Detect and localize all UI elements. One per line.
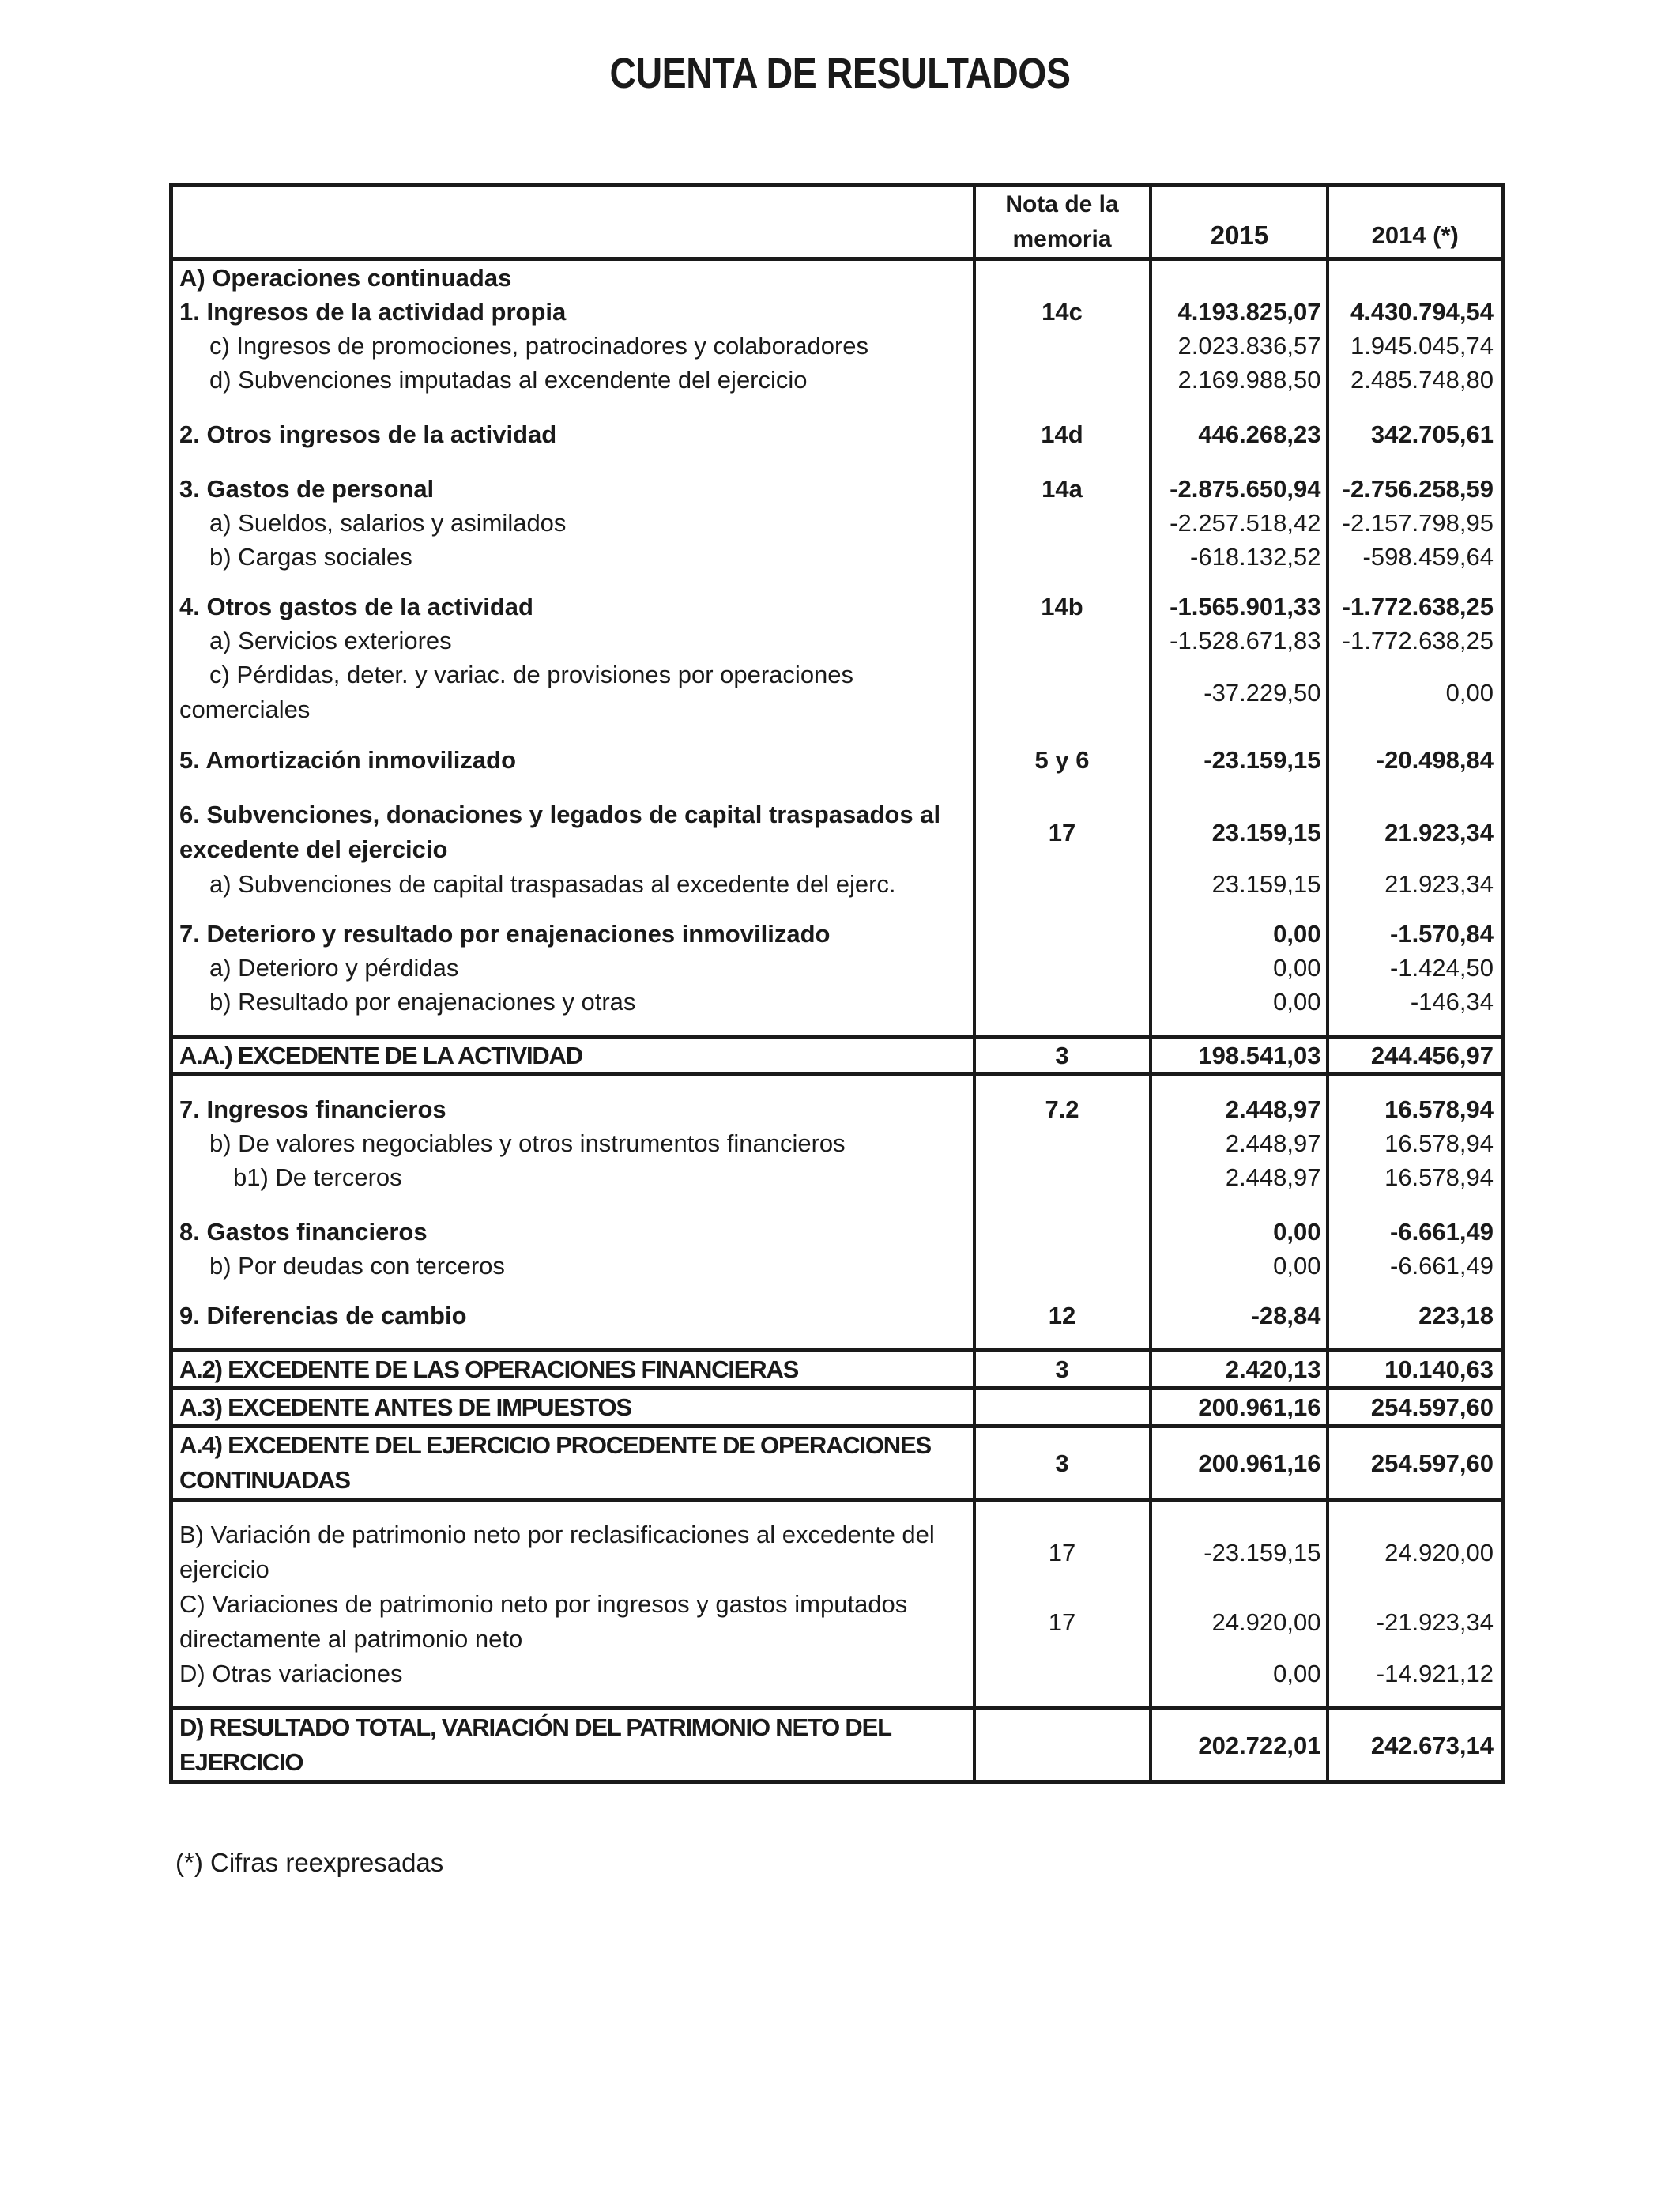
row-nota xyxy=(974,985,1151,1019)
row-value-2014: -6.661,49 xyxy=(1390,1218,1494,1246)
row-value-2015: 23.159,15 xyxy=(1151,797,1328,867)
row-value-2015: 198.541,03 xyxy=(1151,1037,1328,1075)
row-value-2014: 242.673,14 xyxy=(1328,1709,1504,1782)
row-label: 2. Otros ingresos de la actividad xyxy=(179,420,557,448)
row-value-2014 xyxy=(1328,259,1504,296)
spacer-row xyxy=(171,777,1504,797)
row-nota: 3 xyxy=(974,1037,1151,1075)
table-row xyxy=(171,1427,1504,1500)
row-nota xyxy=(974,624,1151,658)
row-value-2014: 24.920,00 xyxy=(1384,1538,1494,1566)
row-value-2015 xyxy=(1151,259,1328,296)
footnote: (*) Cifras reexpresadas xyxy=(175,1848,444,1877)
row-nota: 3 xyxy=(974,1427,1151,1500)
row-label: a) Servicios exteriores xyxy=(209,627,452,654)
row-value-2015: -1.565.901,33 xyxy=(1151,590,1328,624)
row-nota xyxy=(974,917,1151,951)
row-value-2015: 23.159,15 xyxy=(1151,867,1328,901)
row-label: A.2) EXCEDENTE DE LAS OPERACIONES FINANCIERAS xyxy=(171,1351,974,1389)
row-value-2014: 254.597,60 xyxy=(1328,1389,1504,1427)
row-value-2015: -2.875.650,94 xyxy=(1151,472,1328,506)
row-value-2014: -14.921,12 xyxy=(1376,1660,1494,1687)
row-value-2015: 200.961,16 xyxy=(1151,1389,1328,1427)
row-value-2015: 2.023.836,57 xyxy=(1151,329,1328,363)
table-row xyxy=(171,951,1504,985)
spacer-row xyxy=(171,1075,1504,1093)
row-nota: 12 xyxy=(974,1299,1151,1333)
row-value-2015: 200.961,16 xyxy=(1151,1427,1328,1500)
row-label: 7. Deterioro y resultado por enajenaciones inmovilizado xyxy=(179,920,831,948)
header-year-2015: 2015 xyxy=(1151,186,1328,259)
row-nota: 17 xyxy=(974,797,1151,867)
row-label: 8. Gastos financieros xyxy=(179,1218,428,1246)
row-label: A.A.) EXCEDENTE DE LA ACTIVIDAD xyxy=(171,1037,974,1075)
row-value-2015: 0,00 xyxy=(1151,1249,1328,1283)
row-label: 1. Ingresos de la actividad propia xyxy=(179,298,567,326)
row-value-2015: 2.448,97 xyxy=(1151,1092,1328,1126)
row-value-2014: -1.772.638,25 xyxy=(1342,627,1494,654)
row-label: A.3) EXCEDENTE ANTES DE IMPUESTOS xyxy=(171,1389,974,1427)
row-nota xyxy=(974,259,1151,296)
row-value-2014: -1.570,84 xyxy=(1390,920,1494,948)
row-nota xyxy=(974,363,1151,397)
table-row xyxy=(171,363,1504,397)
row-value-2014: 244.456,97 xyxy=(1328,1037,1504,1075)
row-value-2014: -20.498,84 xyxy=(1376,746,1494,774)
table-row xyxy=(171,295,1504,329)
row-value-2015: -2.257.518,42 xyxy=(1151,506,1328,540)
table-row xyxy=(171,1351,1504,1389)
row-value-2014: -146,34 xyxy=(1410,988,1494,1016)
row-nota: 14d xyxy=(974,417,1151,451)
row-nota xyxy=(974,1709,1151,1782)
row-nota xyxy=(974,658,1151,727)
row-label: b) Cargas sociales xyxy=(209,543,412,571)
row-nota xyxy=(974,540,1151,574)
row-value-2014: 223,18 xyxy=(1418,1302,1494,1329)
row-nota xyxy=(974,506,1151,540)
page-title: CUENTA DE RESULTADOS xyxy=(609,50,1071,97)
row-value-2014: 254.597,60 xyxy=(1328,1427,1504,1500)
row-value-2014: 16.578,94 xyxy=(1384,1163,1494,1191)
row-nota: 14c xyxy=(974,295,1151,329)
table-row xyxy=(171,658,1504,727)
row-nota xyxy=(974,1160,1151,1194)
spacer-row xyxy=(171,397,1504,417)
table-row xyxy=(171,540,1504,574)
table-row xyxy=(171,985,1504,1019)
row-label: 7. Ingresos financieros xyxy=(179,1095,446,1123)
row-value-2015: -618.132,52 xyxy=(1151,540,1328,574)
row-value-2014: 342.705,61 xyxy=(1370,420,1494,448)
table-row xyxy=(171,1092,1504,1126)
spacer-row xyxy=(171,1500,1504,1518)
table-row xyxy=(171,1709,1504,1782)
row-label: A) Operaciones continuadas xyxy=(179,264,512,292)
row-label: c) Pérdidas, deter. y variac. de provisiones por operaciones comerciales xyxy=(179,661,854,723)
row-label: 4. Otros gastos de la actividad xyxy=(179,593,533,620)
spacer-row xyxy=(171,1019,1504,1037)
row-label: D) RESULTADO TOTAL, VARIACIÓN DEL PATRIMONIO NETO DEL EJERCICIO xyxy=(171,1709,974,1782)
table-row xyxy=(171,506,1504,540)
row-value-2014: -6.661,49 xyxy=(1390,1252,1494,1280)
row-value-2015: -37.229,50 xyxy=(1151,658,1328,727)
row-value-2014: 2.485.748,80 xyxy=(1350,366,1494,394)
row-value-2015: 0,00 xyxy=(1151,985,1328,1019)
row-value-2014: 16.578,94 xyxy=(1384,1129,1494,1157)
table-row xyxy=(171,797,1504,867)
income-statement-table xyxy=(169,183,1505,1784)
table-row xyxy=(171,867,1504,901)
table-row xyxy=(171,1249,1504,1283)
row-value-2014: -21.923,34 xyxy=(1376,1608,1494,1636)
table-row xyxy=(171,1389,1504,1427)
row-value-2015: -23.159,15 xyxy=(1151,1517,1328,1587)
spacer-row xyxy=(171,727,1504,743)
row-label: d) Subvenciones imputadas al excendente del ejercicio xyxy=(209,366,808,394)
table-row xyxy=(171,1126,1504,1160)
row-nota xyxy=(974,1657,1151,1691)
table-row xyxy=(171,1037,1504,1075)
row-value-2015: 202.722,01 xyxy=(1151,1709,1328,1782)
row-label: b) De valores negociables y otros instrumentos financieros xyxy=(209,1129,846,1157)
row-nota: 14b xyxy=(974,590,1151,624)
row-value-2014: 21.923,34 xyxy=(1384,818,1494,846)
row-label: 9. Diferencias de cambio xyxy=(179,1302,467,1329)
table-row xyxy=(171,1299,1504,1333)
row-value-2015: 0,00 xyxy=(1151,1215,1328,1249)
spacer-row xyxy=(171,901,1504,917)
row-value-2014: 1.945.045,74 xyxy=(1350,332,1494,360)
table-row xyxy=(171,472,1504,506)
row-value-2015: 0,00 xyxy=(1151,951,1328,985)
row-value-2015: 24.920,00 xyxy=(1151,1587,1328,1657)
spacer-row xyxy=(171,451,1504,472)
row-nota xyxy=(974,1389,1151,1427)
row-label: D) Otras variaciones xyxy=(179,1660,403,1687)
spacer-row xyxy=(171,574,1504,590)
row-label: 5. Amortización inmovilizado xyxy=(179,746,517,774)
row-label: B) Variación de patrimonio neto por reclasificaciones al excedente del ejercicio xyxy=(179,1521,935,1583)
row-nota: 17 xyxy=(974,1517,1151,1587)
row-label: 6. Subvenciones, donaciones y legados de capital traspasados al excedente del ejercicio xyxy=(179,801,941,863)
table-row xyxy=(171,1215,1504,1249)
row-label: A.4) EXCEDENTE DEL EJERCICIO PROCEDENTE DE OPERACIONES CONTINUADAS xyxy=(171,1427,974,1500)
row-nota xyxy=(974,951,1151,985)
row-label: b) Resultado por enajenaciones y otras xyxy=(209,988,636,1016)
row-value-2015: 4.193.825,07 xyxy=(1151,295,1328,329)
row-label: c) Ingresos de promociones, patrocinadores y colaboradores xyxy=(209,332,869,360)
row-value-2015: 2.448,97 xyxy=(1151,1126,1328,1160)
table-row xyxy=(171,1657,1504,1691)
spacer-row xyxy=(171,1194,1504,1215)
row-value-2015: 2.420,13 xyxy=(1151,1351,1328,1389)
row-nota xyxy=(974,1126,1151,1160)
table-row xyxy=(171,417,1504,451)
header-concept xyxy=(171,186,974,259)
table-row xyxy=(171,1517,1504,1587)
table-row xyxy=(171,743,1504,777)
row-label: a) Subvenciones de capital traspasadas al excedente del ejerc. xyxy=(209,870,896,898)
row-nota xyxy=(974,329,1151,363)
row-label: b1) De terceros xyxy=(233,1163,402,1191)
row-value-2014: 10.140,63 xyxy=(1328,1351,1504,1389)
table-row xyxy=(171,917,1504,951)
row-value-2014: -2.157.798,95 xyxy=(1342,509,1494,537)
row-nota xyxy=(974,1249,1151,1283)
row-value-2014: 21.923,34 xyxy=(1384,870,1494,898)
table-row xyxy=(171,1587,1504,1657)
row-nota: 3 xyxy=(974,1351,1151,1389)
table-header-row xyxy=(171,186,1504,259)
row-nota xyxy=(974,867,1151,901)
spacer-row xyxy=(171,1691,1504,1709)
table-row xyxy=(171,590,1504,624)
spacer-row xyxy=(171,1283,1504,1299)
row-value-2015: 2.448,97 xyxy=(1151,1160,1328,1194)
row-nota xyxy=(974,1215,1151,1249)
row-value-2015: 0,00 xyxy=(1151,917,1328,951)
row-value-2015: 446.268,23 xyxy=(1151,417,1328,451)
row-nota: 7.2 xyxy=(974,1092,1151,1126)
row-label: b) Por deudas con terceros xyxy=(209,1252,505,1280)
row-label: 3. Gastos de personal xyxy=(179,475,435,503)
row-nota: 14a xyxy=(974,472,1151,506)
table-row xyxy=(171,329,1504,363)
row-value-2014: -1.772.638,25 xyxy=(1342,593,1494,620)
header-nota: Nota de la memoria xyxy=(974,186,1151,259)
spacer-row xyxy=(171,1333,1504,1351)
table-row xyxy=(171,259,1504,296)
row-label: C) Variaciones de patrimonio neto por ingresos y gastos imputados directamente al patrimonio neto xyxy=(179,1590,908,1653)
row-value-2015: -28,84 xyxy=(1151,1299,1328,1333)
row-nota: 17 xyxy=(974,1587,1151,1657)
row-value-2014: 0,00 xyxy=(1445,678,1494,707)
row-label: a) Deterioro y pérdidas xyxy=(209,954,459,982)
table-row xyxy=(171,624,1504,658)
row-value-2015: -23.159,15 xyxy=(1151,743,1328,777)
row-label: a) Sueldos, salarios y asimilados xyxy=(209,509,567,537)
row-value-2015: -1.528.671,83 xyxy=(1151,624,1328,658)
row-value-2014: -2.756.258,59 xyxy=(1342,475,1494,503)
row-value-2014: 4.430.794,54 xyxy=(1350,298,1494,326)
row-nota: 5 y 6 xyxy=(974,743,1151,777)
row-value-2014: -598.459,64 xyxy=(1362,543,1494,571)
table-row xyxy=(171,1160,1504,1194)
header-year-2014: 2014 (*) xyxy=(1328,186,1504,259)
row-value-2015: 2.169.988,50 xyxy=(1151,363,1328,397)
row-value-2014: 16.578,94 xyxy=(1384,1095,1494,1123)
row-value-2014: -1.424,50 xyxy=(1390,954,1494,982)
row-value-2015: 0,00 xyxy=(1151,1657,1328,1691)
